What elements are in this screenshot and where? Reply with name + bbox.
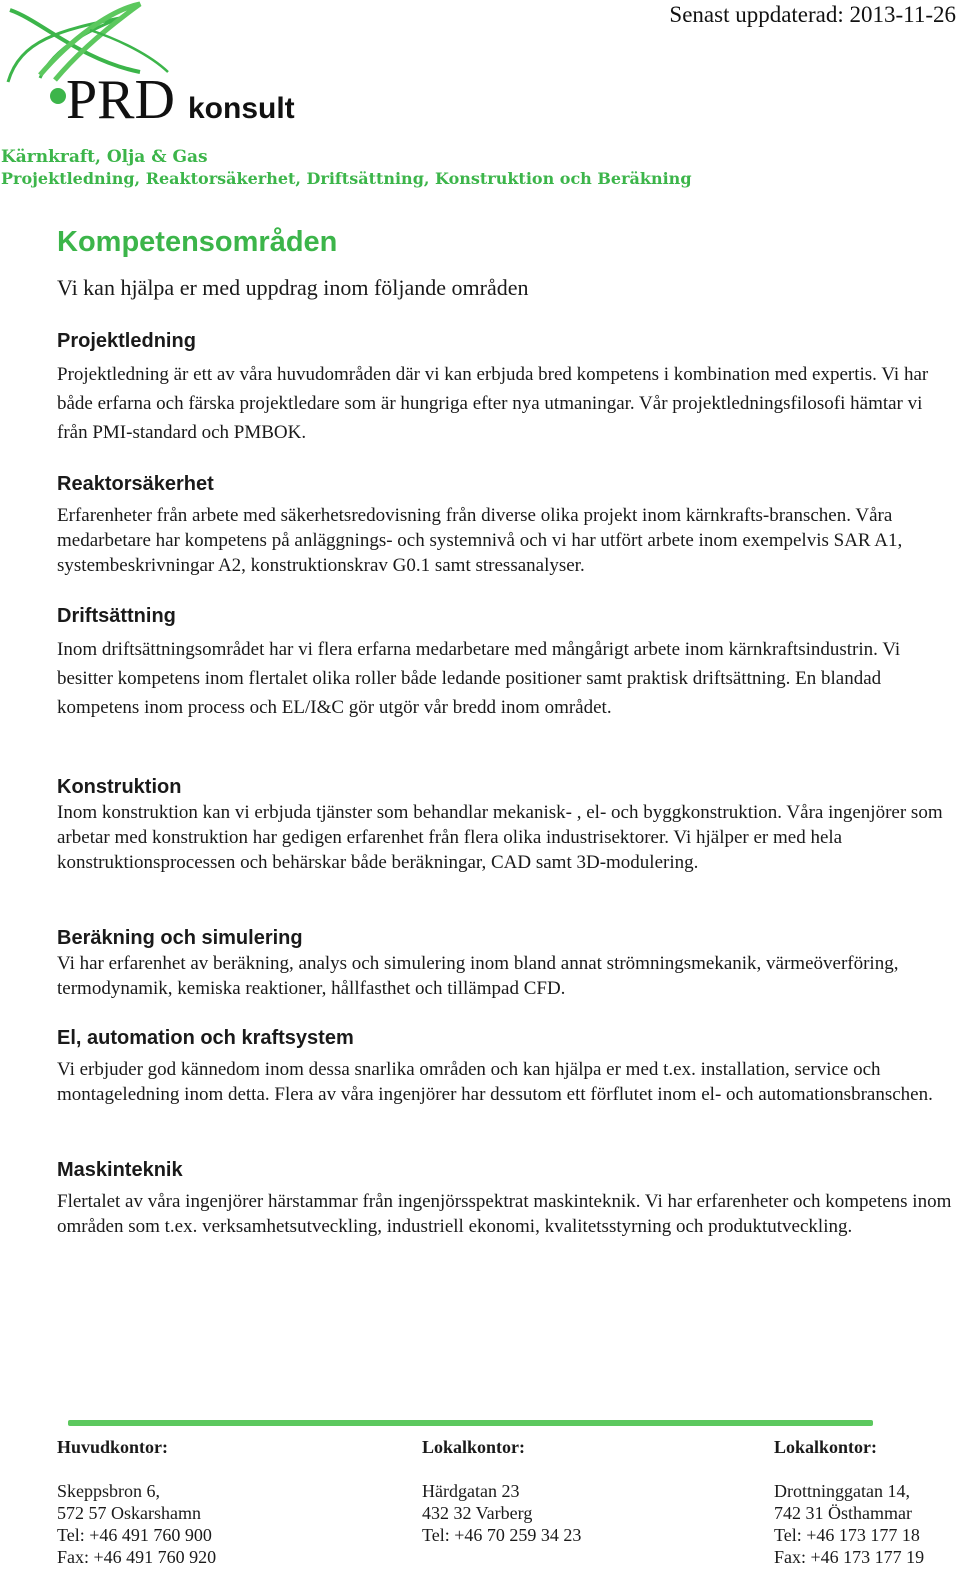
section-heading: Projektledning: [57, 330, 196, 352]
tagline-services: Projektledning, Reaktorsäkerhet, Driftsättning, Konstruktion och Beräkning: [1, 169, 692, 188]
section-driftsattning: [57, 603, 957, 722]
section-heading: Beräkning och simulering: [57, 927, 303, 949]
office-head: [57, 1436, 216, 1568]
section-text: Vi erbjuder god kännedom inom dessa snarlika områden och kan hjälpa er med t.ex. installation, service och montageledning inom detta. Flera av våra ingenjörer har dessutom ett förflutet inom el- och automationsbranschen.: [57, 1059, 933, 1105]
section-heading: Maskinteknik: [57, 1159, 183, 1181]
office-postal: 572 57 Oskarshamn: [57, 1503, 201, 1523]
office-phone: Tel: +46 491 760 900: [57, 1525, 212, 1545]
section-heading: Konstruktion: [57, 776, 182, 798]
intro-text: Vi kan hjälpa er med uppdrag inom följande områden: [57, 275, 529, 300]
section-text: Vi har erfarenhet av beräkning, analys och simulering inom bland annat strömningsmekanik, värmeöverföring, termodynamik, kemiska reaktioner, hållfasthet och tillämpad CFD.: [57, 953, 899, 999]
section-berakning: [57, 925, 957, 1001]
section-maskinteknik: [57, 1157, 957, 1239]
section-heading: El, automation och kraftsystem: [57, 1027, 354, 1049]
section-heading: Driftsättning: [57, 605, 176, 627]
tagline: [1, 146, 692, 190]
company-logo: [0, 0, 330, 130]
section-reaktorsakerhet: [57, 471, 957, 578]
office-phone: Tel: +46 173 177 18: [774, 1525, 920, 1545]
section-konstruktion: [57, 774, 957, 875]
section-text: Inom driftsättningsområdet har vi flera erfarna medarbetare med mångårigt arbete inom kärnkraftsindustrin. Vi besitter kompetens inom flertalet olika roller både ledande positioner samt praktisk driftsättning. En blandad kompetens inom process och EL/I&C gör utgör vår bredd inom området.: [57, 639, 901, 718]
office-fax: Fax: +46 173 177 19: [774, 1547, 925, 1567]
office-title: Huvudkontor:: [57, 1437, 169, 1457]
section-projektledning: [57, 328, 957, 447]
office-title: Lokalkontor:: [774, 1437, 878, 1457]
tagline-industries: Kärnkraft, Olja & Gas: [1, 147, 208, 167]
section-el-automation: [57, 1025, 957, 1107]
last-updated-date: Senast uppdaterad: 2013-11-26: [669, 2, 956, 27]
office-title: Lokalkontor:: [422, 1437, 526, 1457]
logo-dot: [50, 88, 66, 104]
office-street: Drottninggatan 14,: [774, 1481, 910, 1501]
logo-graphic: [0, 0, 330, 130]
footer-divider: [68, 1420, 873, 1426]
page-title: Kompetensområden: [57, 226, 338, 258]
office-postal: 742 31 Östhammar: [774, 1503, 912, 1523]
office-varberg: [422, 1436, 581, 1546]
section-heading: Reaktorsäkerhet: [57, 473, 214, 495]
office-fax: Fax: +46 491 760 920: [57, 1547, 217, 1567]
logo-konsult-text: konsult: [188, 92, 295, 125]
section-text: Flertalet av våra ingenjörer härstammar från ingenjörsspektrat maskinteknik. Vi har erfarenheter och kompetens inom områden som t.ex. verksamhetsutveckling, industriell ekonomi, kvalitetsstyrning och produktutveckling.: [57, 1191, 952, 1237]
office-osthammar: [774, 1436, 924, 1568]
office-street: Härdgatan 23: [422, 1481, 520, 1501]
section-text: Inom konstruktion kan vi erbjuda tjänster som behandlar mekanisk- , el- och byggkonstruktion. Våra ingenjörer som arbetar med konstruktion har gedigen erfarenhet från flera olika industrisektorer. Vi hjälper er med hela konstruktionsprocessen och behärskar både beräkningar, CAD samt 3D-modulering.: [57, 802, 943, 873]
section-text: Erfarenheter från arbete med säkerhetsredovisning från diverse olika projekt inom kärnkrafts-branschen. Våra medarbetare har kompetens på anläggnings- och systemnivå och vi har utfört arbete inom exempelvis SAR A1, systembeskrivningar A2, konstruktionskrav G0.1 samt stressanalyser.: [57, 505, 903, 576]
office-postal: 432 32 Varberg: [422, 1503, 533, 1523]
office-phone: Tel: +46 70 259 34 23: [422, 1525, 582, 1545]
logo-prd-text: PRD: [66, 69, 175, 130]
section-text: Projektledning är ett av våra huvudområden där vi kan erbjuda bred kompetens i kombination med expertis. Vi har både erfarna och färska projektledare som är hungriga efter nya utmaningar. Vår projektledningsfilosofi hämtar vi från PMI-standard och PMBOK.: [57, 364, 929, 443]
office-street: Skeppsbron 6,: [57, 1481, 160, 1501]
